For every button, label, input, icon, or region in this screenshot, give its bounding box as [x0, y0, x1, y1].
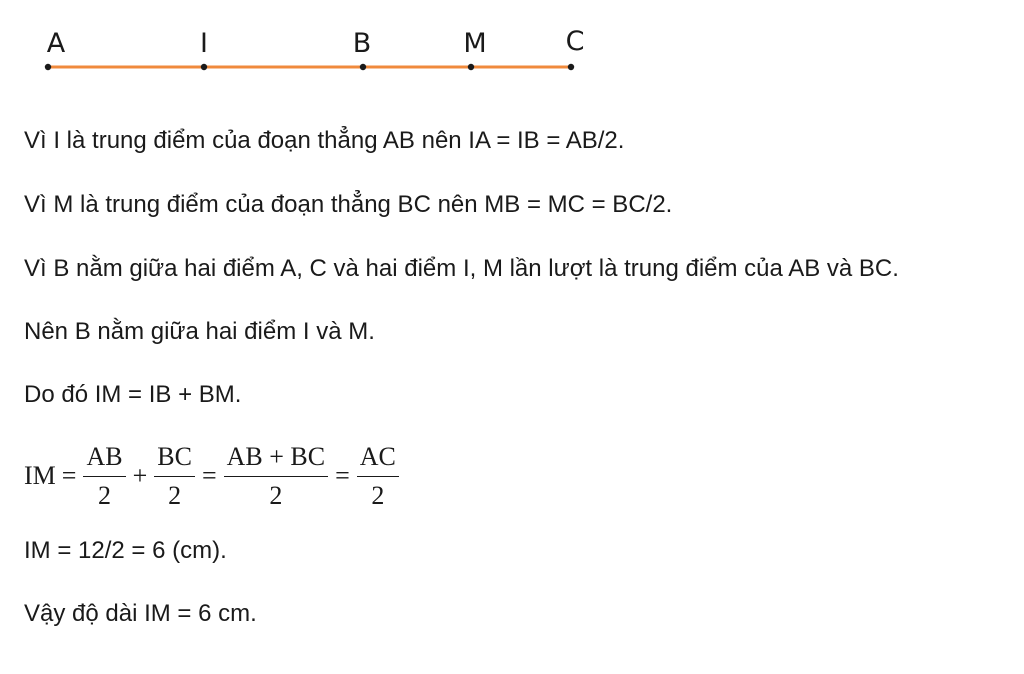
equals-sign: =: [201, 461, 217, 490]
result-line-2: Vậy độ dài IM = 6 cm.: [24, 600, 257, 627]
im-formula: [24, 436, 402, 516]
point-a: [45, 28, 66, 70]
text-line-1: Vì I là trung điểm của đoạn thẳng AB nên IA = IB = AB/2.: [24, 127, 625, 154]
text-line-4: Nên B nằm giữa hai điểm I và M.: [24, 318, 375, 345]
point-b-label: B: [352, 28, 372, 59]
fraction-numerator: BC: [154, 442, 195, 477]
point-b: [353, 28, 372, 70]
fraction-denominator: 2: [168, 480, 182, 510]
formula-lhs: IM: [24, 461, 56, 490]
fraction-ac-over-2: [357, 442, 399, 511]
equals-sign: =: [61, 461, 77, 490]
point-m-label: M: [463, 28, 487, 59]
fraction-ab-over-2: [83, 442, 125, 511]
point-c-dot: [568, 64, 574, 70]
point-b-dot: [360, 64, 366, 70]
point-i-dot: [201, 64, 207, 70]
point-a-label: A: [46, 28, 66, 59]
result-line-1: IM = 12/2 = 6 (cm).: [24, 537, 227, 564]
point-m: [463, 28, 486, 70]
point-i-label: I: [200, 28, 208, 59]
point-i: [200, 28, 208, 70]
point-m-dot: [468, 64, 474, 70]
fraction-denominator: 2: [269, 480, 283, 510]
text-line-3: Vì B nằm giữa hai điểm A, C và hai điểm I, M lần lượt là trung điểm của AB và BC.: [24, 255, 899, 282]
fraction-bc-over-2: [154, 442, 195, 511]
point-c-label: C: [565, 26, 585, 57]
point-a-dot: [45, 64, 51, 70]
fraction-denominator: 2: [98, 480, 112, 510]
text-line-2: Vì M là trung điểm của đoạn thẳng BC nên MB = MC = BC/2.: [24, 191, 673, 218]
fraction-ab-plus-bc-over-2: [224, 442, 328, 511]
fraction-numerator: AC: [357, 442, 399, 477]
segment-diagram: [0, 0, 620, 90]
fraction-numerator: AB: [83, 442, 125, 477]
fraction-denominator: 2: [371, 480, 385, 510]
plus-sign: +: [132, 461, 148, 490]
text-line-5: Do đó IM = IB + BM.: [24, 381, 242, 408]
point-c: [566, 26, 585, 70]
fraction-numerator: AB + BC: [224, 442, 328, 477]
equals-sign: =: [335, 461, 350, 490]
